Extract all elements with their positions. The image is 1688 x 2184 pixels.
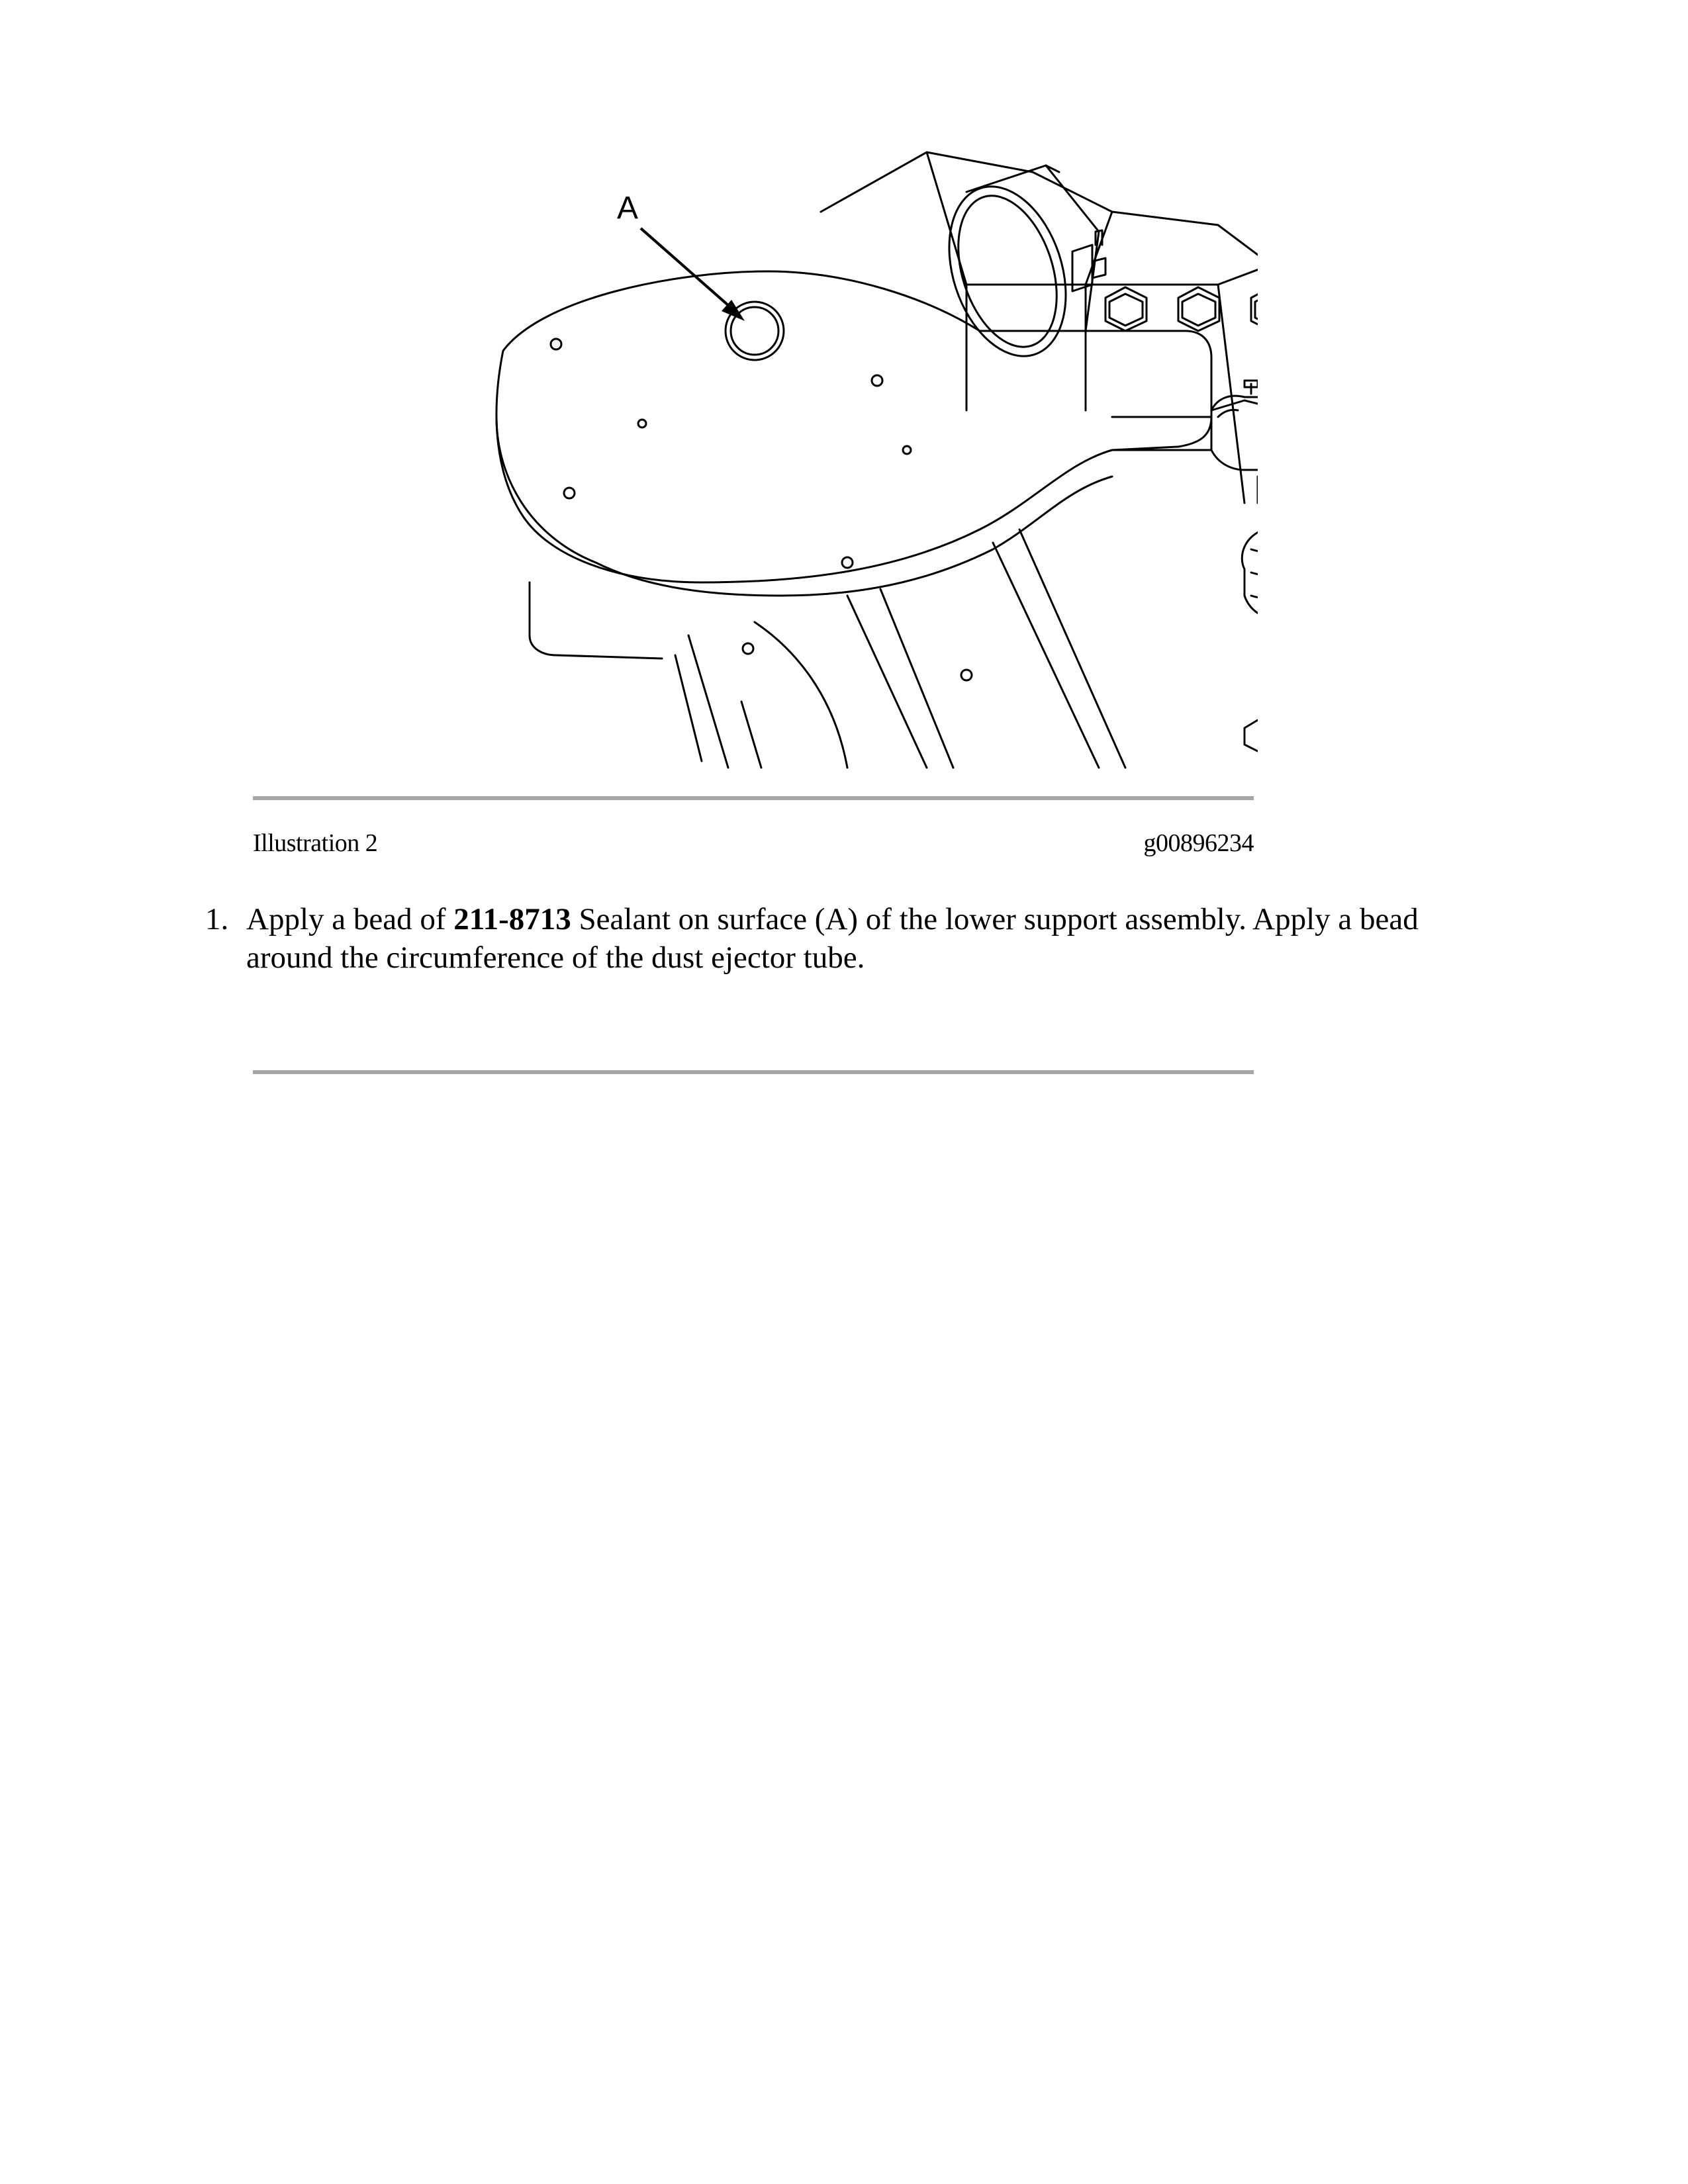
step-number: 1. [205,902,229,936]
caption-top-rule [253,796,1254,800]
illustration-caption: Illustration 2 [253,829,378,857]
graphic-id: g00896234 [1143,829,1254,857]
illustration-figure [331,132,1258,774]
hex-bolts [1105,287,1258,331]
callout-arrow [641,228,745,321]
callout-label: A [617,191,639,226]
step-text-after: Sealant on surface (A) of the lower support assembly. Apply a bead around the circumference of the dust ejector tube. [246,902,1419,975]
step-item [205,900,1503,977]
step-text [246,900,1503,977]
step-bottom-rule [253,1070,1254,1074]
part-number: 211-8713 [453,902,571,936]
step-text-before: Apply a bead of [246,902,454,936]
lower-support-assembly-drawing [331,132,1258,774]
